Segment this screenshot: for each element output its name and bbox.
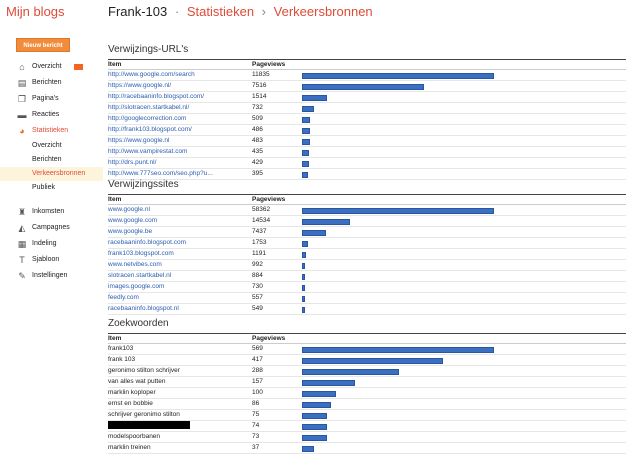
- table-row: [108, 205, 626, 216]
- row-item[interactable]: https://www.google.nl: [108, 136, 252, 147]
- breadcrumb-section[interactable]: Statistieken: [186, 4, 255, 19]
- row-item[interactable]: http://www.777seo.com/seo.php?u...: [108, 169, 252, 180]
- row-item: ernst en bobbie: [108, 399, 252, 410]
- earnings-icon: ♜: [17, 207, 27, 217]
- row-item[interactable]: https://www.google.nl/: [108, 81, 252, 92]
- row-pageviews: 11835: [252, 70, 302, 81]
- pageviews-bar: [302, 391, 336, 397]
- row-pageviews: 732: [252, 103, 302, 114]
- sidebar-item-label: Reacties: [32, 111, 60, 118]
- pageviews-bar: [302, 413, 327, 419]
- column-header-pageviews: Pageviews: [252, 195, 302, 205]
- pageviews-bar: [302, 73, 494, 79]
- row-bar-cell: [302, 216, 626, 227]
- table-row: [108, 249, 626, 260]
- row-bar-cell: [302, 70, 626, 81]
- row-pageviews: 992: [252, 260, 302, 271]
- table-row: [108, 366, 626, 377]
- row-bar-cell: [302, 81, 626, 92]
- referring-urls-section: [108, 41, 628, 180]
- row-bar-cell: [302, 114, 626, 125]
- row-pageviews: 435: [252, 147, 302, 158]
- row-item[interactable]: http://www.vampirestat.com: [108, 147, 252, 158]
- table-row: [108, 114, 626, 125]
- pageviews-bar: [302, 380, 355, 386]
- settings-icon: ✎: [18, 271, 26, 281]
- row-pageviews: 395: [252, 169, 302, 180]
- sidebar-item-label: Overzicht: [32, 63, 62, 70]
- pageviews-bar: [302, 252, 306, 258]
- row-bar-cell: [302, 443, 626, 454]
- column-header-item: Item: [108, 195, 252, 205]
- sidebar-item-posts[interactable]: [0, 75, 103, 91]
- pageviews-bar: [302, 446, 314, 452]
- row-pageviews: 549: [252, 304, 302, 315]
- breadcrumb-page: Verkeersbronnen: [273, 4, 373, 19]
- table-row: [108, 443, 626, 454]
- row-bar-cell: [302, 344, 626, 355]
- row-item[interactable]: images.google.com: [108, 282, 252, 293]
- row-item: schrijver geronimo stilton: [108, 410, 252, 421]
- table-row: [108, 377, 626, 388]
- stats-table: [108, 59, 626, 180]
- sidebar-item-layout[interactable]: [0, 236, 103, 252]
- row-bar-cell: [302, 304, 626, 315]
- pages-icon: ❐: [17, 94, 27, 104]
- sidebar-item-label: Inkomsten: [32, 208, 65, 215]
- row-pageviews: 1191: [252, 249, 302, 260]
- table-row: [108, 304, 626, 315]
- row-item[interactable]: frank103.blogspot.com: [108, 249, 252, 260]
- sidebar-item-label: Indeling: [32, 240, 57, 247]
- pageviews-bar: [302, 435, 327, 441]
- stats-table: [108, 194, 626, 315]
- pageviews-bar: [302, 161, 309, 167]
- row-item: geronimo stilton schrijver: [108, 366, 252, 377]
- row-pageviews: 288: [252, 366, 302, 377]
- table-row: [108, 399, 626, 410]
- table-row: [108, 355, 626, 366]
- row-pageviews: 884: [252, 271, 302, 282]
- breadcrumb-separator: ›: [261, 4, 267, 19]
- row-item: van alles wat putten: [108, 377, 252, 388]
- breadcrumb-blog[interactable]: Frank-103: [108, 4, 168, 19]
- sidebar-item-earnings[interactable]: [0, 204, 103, 220]
- table-row: [108, 238, 626, 249]
- pageviews-bar: [302, 307, 305, 313]
- row-pageviews: 557: [252, 293, 302, 304]
- row-pageviews: 100: [252, 388, 302, 399]
- row-bar-cell: [302, 92, 626, 103]
- sidebar-item-label: Statistieken: [32, 127, 69, 134]
- sidebar-item-stats[interactable]: [0, 123, 103, 139]
- row-bar-cell: [302, 125, 626, 136]
- pageviews-bar: [302, 296, 305, 302]
- row-pageviews: 569: [252, 344, 302, 355]
- row-item[interactable]: www.google.com: [108, 216, 252, 227]
- pageviews-bar: [302, 285, 305, 291]
- row-item[interactable]: racebaaninfo.blogspot.com: [108, 238, 252, 249]
- campaigns-icon: ◭: [18, 223, 26, 233]
- posts-icon: ▤: [17, 78, 27, 88]
- row-pageviews: 14534: [252, 216, 302, 227]
- column-header-bar: [302, 334, 626, 344]
- pageviews-bar: [302, 84, 424, 90]
- column-header-pageviews: Pageviews: [252, 60, 302, 70]
- row-pageviews: 58362: [252, 205, 302, 216]
- row-bar-cell: [302, 366, 626, 377]
- row-item[interactable]: slotracen.startkabel.nl: [108, 271, 252, 282]
- row-bar-cell: [302, 410, 626, 421]
- sidebar-item-label: Berichten: [32, 79, 62, 86]
- row-item[interactable]: feedly.com: [108, 293, 252, 304]
- pageviews-bar: [302, 208, 494, 214]
- sidebar-item-template[interactable]: [0, 252, 103, 268]
- table-row: [108, 271, 626, 282]
- row-bar-cell: [302, 282, 626, 293]
- table-row: [108, 81, 626, 92]
- row-pageviews: 486: [252, 125, 302, 136]
- column-header-bar: [302, 195, 626, 205]
- section-title: Verwijzingssites: [108, 179, 179, 190]
- row-item: frank 103: [108, 355, 252, 366]
- top-bar: [0, 0, 640, 25]
- pageviews-bar: [302, 219, 350, 225]
- row-item: frank103: [108, 344, 252, 355]
- row-pageviews: 429: [252, 158, 302, 169]
- breadcrumb: [108, 4, 373, 19]
- row-pageviews: 417: [252, 355, 302, 366]
- sidebar-item-comments[interactable]: [0, 107, 103, 123]
- sidebar-item-overview[interactable]: [0, 59, 103, 75]
- row-item[interactable]: www.netvibes.com: [108, 260, 252, 271]
- pageviews-bar: [302, 402, 331, 408]
- pageviews-bar: [302, 117, 310, 123]
- pageviews-bar: [302, 106, 314, 112]
- row-item: [108, 421, 252, 432]
- sidebar-item-pages[interactable]: [0, 91, 103, 107]
- row-pageviews: 483: [252, 136, 302, 147]
- stats-table: [108, 333, 626, 454]
- row-pageviews: 7516: [252, 81, 302, 92]
- sidebar: [0, 25, 103, 454]
- table-row: [108, 125, 626, 136]
- pageviews-bar: [302, 369, 399, 375]
- pageviews-bar: [302, 230, 326, 236]
- row-bar-cell: [302, 136, 626, 147]
- sidebar-item-campaigns[interactable]: [0, 220, 103, 236]
- column-header-item: Item: [108, 60, 252, 70]
- row-pageviews: 730: [252, 282, 302, 293]
- sidebar-subitem-posts[interactable]: Berichten: [32, 156, 62, 163]
- pageviews-bar: [302, 95, 327, 101]
- row-bar-cell: [302, 260, 626, 271]
- row-item[interactable]: www.google.nl: [108, 205, 252, 216]
- table-row: [108, 227, 626, 238]
- row-item: marklin koploper: [108, 388, 252, 399]
- row-item[interactable]: http://www.google.com/search: [108, 70, 252, 81]
- row-item[interactable]: http://slotracen.startkabel.nl/: [108, 103, 252, 114]
- sidebar-nav: [0, 59, 103, 284]
- row-bar-cell: [302, 271, 626, 282]
- row-bar-cell: [302, 158, 626, 169]
- table-row: [108, 421, 626, 432]
- pageviews-bar: [302, 424, 327, 430]
- row-pageviews: 1514: [252, 92, 302, 103]
- table-row: [108, 260, 626, 271]
- table-row: [108, 136, 626, 147]
- template-icon: T: [19, 255, 25, 265]
- column-header-bar: [302, 60, 626, 70]
- pageviews-bar: [302, 358, 443, 364]
- section-title: Verwijzings-URL's: [108, 44, 189, 55]
- sidebar-item-settings[interactable]: [0, 268, 103, 284]
- row-bar-cell: [302, 293, 626, 304]
- column-header-pageviews: Pageviews: [252, 334, 302, 344]
- sidebar-subitem-audience[interactable]: Publiek: [32, 184, 55, 191]
- row-item[interactable]: http://drs.punt.nl/: [108, 158, 252, 169]
- row-pageviews: 509: [252, 114, 302, 125]
- row-pageviews: 73: [252, 432, 302, 443]
- row-item[interactable]: racebaaninfo.blogspot.nl: [108, 304, 252, 315]
- pageviews-bar: [302, 150, 309, 156]
- new-post-button[interactable]: Nieuw bericht: [16, 38, 70, 52]
- row-bar-cell: [302, 432, 626, 443]
- row-pageviews: 37: [252, 443, 302, 454]
- megaphone-icon: [74, 64, 83, 70]
- table-row: [108, 70, 626, 81]
- brand-link[interactable]: Mijn blogs: [6, 4, 65, 19]
- sidebar-item-label: Pagina's: [32, 95, 59, 102]
- row-bar-cell: [302, 249, 626, 260]
- pageviews-bar: [302, 241, 308, 247]
- row-item[interactable]: http://frank103.blogspot.com/: [108, 125, 252, 136]
- table-row: [108, 282, 626, 293]
- table-row: [108, 92, 626, 103]
- row-pageviews: 75: [252, 410, 302, 421]
- row-pageviews: 157: [252, 377, 302, 388]
- row-item: modelspoorbanen: [108, 432, 252, 443]
- row-pageviews: 1753: [252, 238, 302, 249]
- row-pageviews: 7437: [252, 227, 302, 238]
- pageviews-bar: [302, 274, 305, 280]
- sidebar-item-label: Instellingen: [32, 272, 68, 279]
- table-row: [108, 344, 626, 355]
- sidebar-subitem-overview[interactable]: Overzicht: [32, 142, 62, 149]
- sidebar-item-label: Sjabloon: [32, 256, 60, 263]
- table-row: [108, 103, 626, 114]
- table-row: [108, 293, 626, 304]
- pageviews-bar: [302, 347, 494, 353]
- sidebar-item-label: Campagnes: [32, 224, 70, 231]
- row-pageviews: 74: [252, 421, 302, 432]
- table-row: [108, 410, 626, 421]
- table-row: [108, 432, 626, 443]
- row-bar-cell: [302, 355, 626, 366]
- search-keywords-section: [108, 315, 628, 454]
- breadcrumb-separator: ·: [174, 4, 180, 19]
- home-icon: ⌂: [19, 62, 25, 72]
- row-item[interactable]: http://racebaaninfo.blogspot.com/: [108, 92, 252, 103]
- row-bar-cell: [302, 103, 626, 114]
- sidebar-subitem-traffic-sources[interactable]: Verkeersbronnen: [0, 167, 103, 181]
- layout-icon: ▦: [17, 239, 27, 249]
- row-bar-cell: [302, 421, 626, 432]
- column-header-item: Item: [108, 334, 252, 344]
- table-row: [108, 216, 626, 227]
- pageviews-bar: [302, 263, 305, 269]
- row-bar-cell: [302, 388, 626, 399]
- section-title: Zoekwoorden: [108, 318, 169, 329]
- table-row: [108, 388, 626, 399]
- row-bar-cell: [302, 147, 626, 158]
- row-bar-cell: [302, 238, 626, 249]
- pageviews-bar: [302, 139, 310, 145]
- row-bar-cell: [302, 377, 626, 388]
- row-bar-cell: [302, 399, 626, 410]
- table-row: [108, 147, 626, 158]
- referring-sites-section: [108, 176, 628, 315]
- redacted-block: [108, 421, 190, 429]
- row-pageviews: 86: [252, 399, 302, 410]
- pageviews-bar: [302, 128, 310, 134]
- row-item[interactable]: www.google.be: [108, 227, 252, 238]
- row-item: marklin treinen: [108, 443, 252, 454]
- comments-icon: ▬: [17, 110, 27, 120]
- row-bar-cell: [302, 205, 626, 216]
- row-item[interactable]: http://googlecorrection.com: [108, 114, 252, 125]
- stats-icon: ◕: [19, 126, 25, 136]
- table-row: [108, 158, 626, 169]
- row-bar-cell: [302, 227, 626, 238]
